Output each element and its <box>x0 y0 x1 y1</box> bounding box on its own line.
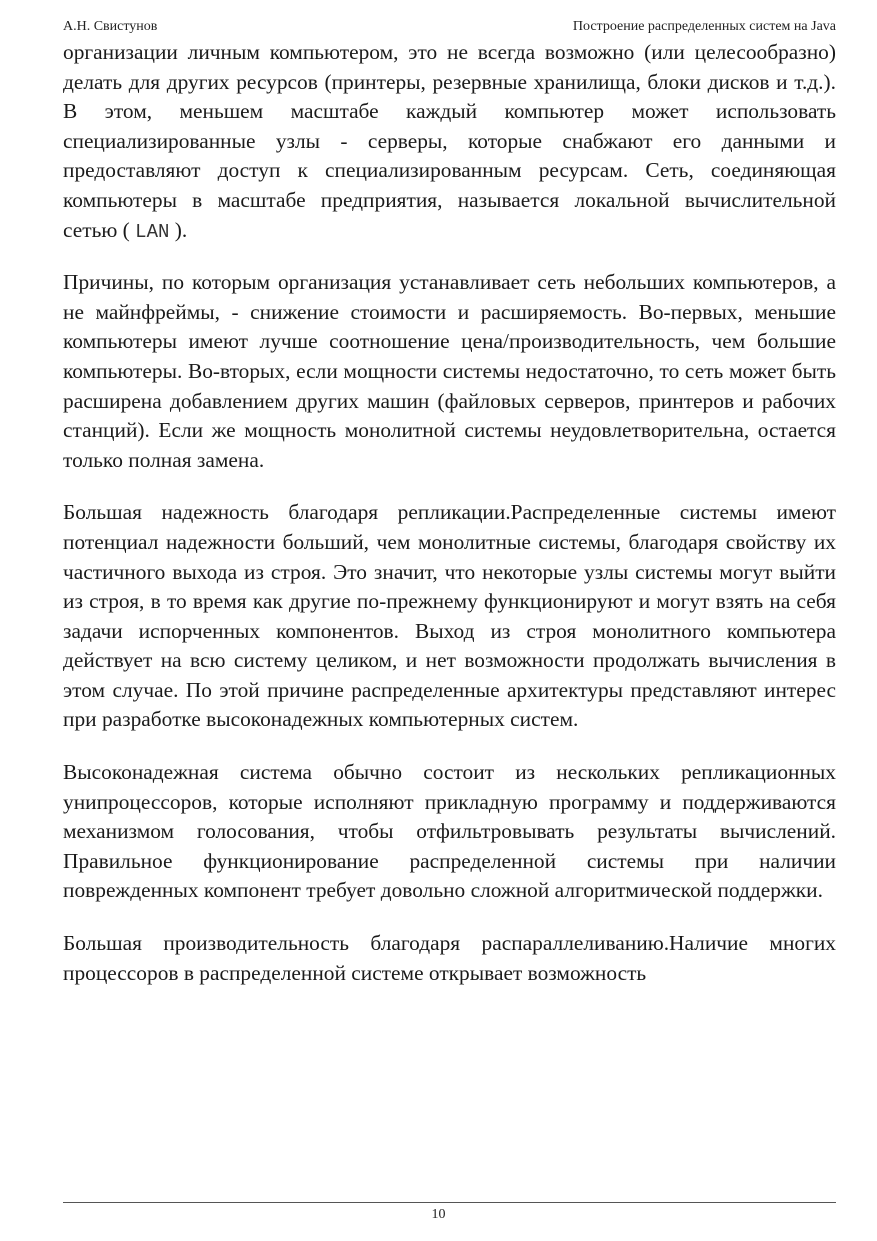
paragraph-reasons: Причины, по которым организация устанавливает сеть небольших компьютеров, а не майнфреймы, - снижение стоимости и расширяемость. Во-первых, меньшие компьютеры имеют лучше соотношение цена/производительность, чем большие компьютеры. Во-вторых, если мощности системы недостаточно, то сеть может быть расширена добавлением других машин (файловых серверов, принтеров и рабочих станций). Если же мощность монолитной системы неудовлетворительна, остается только полная замена. <box>63 270 836 472</box>
header-book-title: Построение распределенных систем на Java <box>572 19 836 34</box>
page-body <box>63 38 836 1011</box>
footer-divider <box>63 1202 836 1203</box>
paragraph-lan-closing: ). <box>174 217 188 242</box>
paragraph-lan-text: организации личным компьютером, это не всегда возможно (или целесообразно) делать для других ресурсов (принтеры, резервные хранилища, блоки дисков и т.д.). В этом, меньшем масштабе каждый компьютер может использовать специализированные узлы - серверы, которые снабжают его данными и предоставляют доступ к специализированным ресурсам. Сеть, соединяющая компьютеры в масштабе предприятия, называется локальной вычислительной сетью ( <box>63 40 836 242</box>
paragraph-performance: Большая производительность благодаря распараллеливанию.Наличие многих процессоров в распределенной системе открывает возможность <box>63 931 836 985</box>
page-header <box>63 17 836 37</box>
header-author: А.Н. Свистунов <box>63 19 158 34</box>
lan-code-term: LAN <box>135 220 170 243</box>
paragraph-lan <box>63 38 836 247</box>
page-number: 10 <box>431 1207 446 1222</box>
paragraph-reliability: Большая надежность благодаря репликации.Распределенные системы имеют потенциал надежности больший, чем монолитные системы, благодаря свойству их частичного выхода из строя. Это значит, что некоторые узлы системы могут выйти из строя, в то время как другие по-прежнему функционируют и могут взять на себя задачи испорченных компонентов. Выход из строя монолитного компьютера действует на всю систему целиком, и нет возможности продолжать вычисления в этом случае. По этой причине распределенные архитектуры представляют интерес при разработке высоконадежных компьютерных систем. <box>63 500 836 732</box>
paragraph-high-reliability-system: Высоконадежная система обычно состоит из нескольких репликационных унипроцессоров, которые исполняют прикладную программу и поддерживаются механизмом голосования, чтобы отфильтровывать результаты вычислений. Правильное функционирование распределенной системы при наличии поврежденных компонент требует довольно сложной алгоритмической поддержки. <box>63 760 836 903</box>
